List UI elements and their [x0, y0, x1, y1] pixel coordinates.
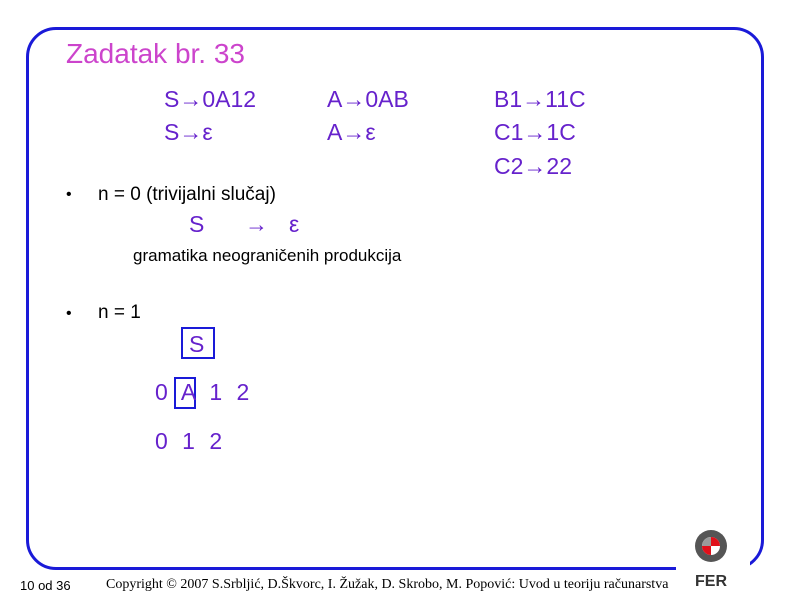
case0-production-rhs: ε: [289, 211, 300, 237]
slide-title: Zadatak br. 33: [66, 38, 246, 69]
derivation-start-symbol: S: [189, 331, 205, 357]
fer-logo-text: FER: [695, 573, 727, 590]
bullet-case0: •: [66, 186, 72, 203]
rule-s-0a12: S→0A12: [164, 86, 257, 112]
rule-a-0ab: A→0AB: [327, 86, 409, 112]
case0-production-lhs: S: [189, 211, 205, 237]
derivation-step1: 0 A 1 2: [155, 379, 254, 405]
derivation-step2: 0 1 2: [155, 428, 227, 454]
rule-b1-11c: B1→11C: [494, 86, 586, 112]
rule-s-epsilon: S→ε: [164, 119, 213, 145]
case0-heading: n = 0 (trivijalni slučaj): [98, 184, 276, 205]
rule-a-epsilon: A→ε: [327, 119, 376, 145]
bullet-case1: •: [66, 305, 72, 322]
case0-production-arrow: →: [245, 211, 268, 237]
copyright-notice: Copyright © 2007 S.Srbljić, D.Škvorc, I. Žužak, D. Skrobo, M. Popović: Uvod u teoriju računarstva: [106, 577, 669, 592]
rule-c2-22: C2→22: [494, 153, 572, 179]
case0-note: gramatika neograničenih produkcija: [133, 246, 402, 265]
fer-logo-icon: [688, 526, 734, 590]
case1-heading: n = 1: [98, 302, 141, 323]
rule-c1-1c: C1→1C: [494, 119, 576, 145]
page-number: 10 od 36: [20, 578, 71, 593]
